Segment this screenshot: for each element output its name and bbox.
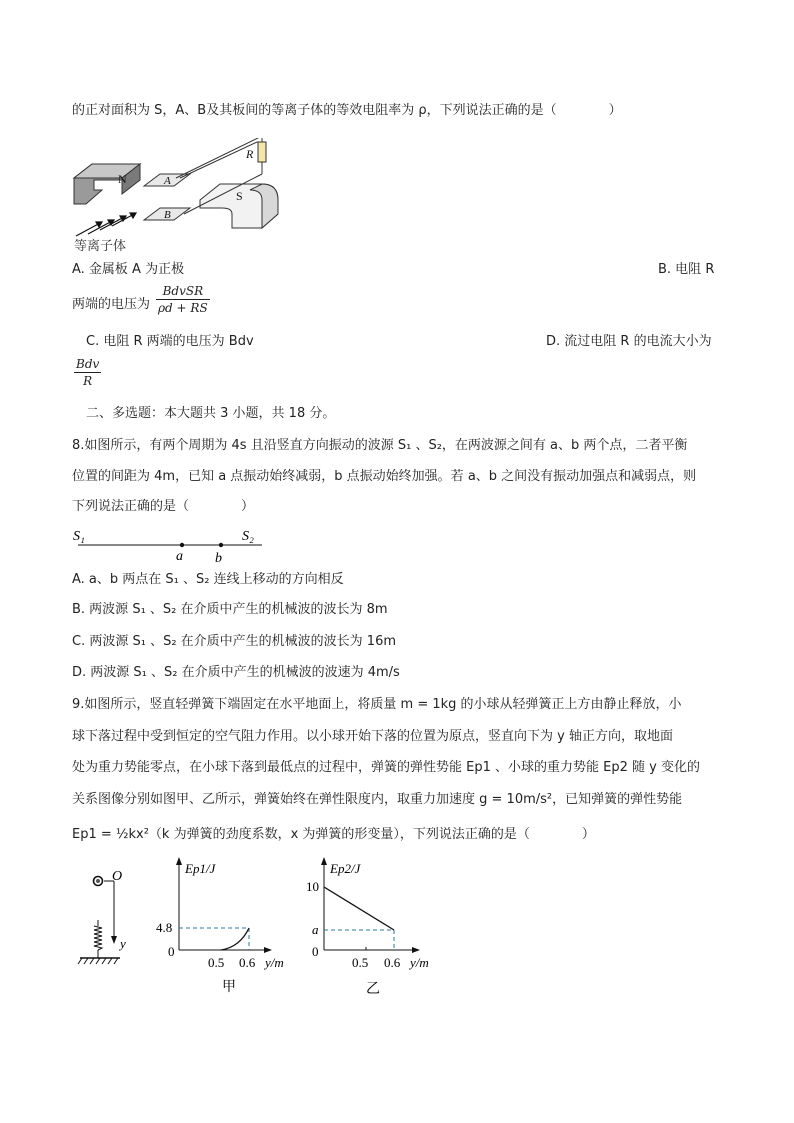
q7-option-b-cont: 两端的电压为 — [72, 297, 151, 312]
q8-line2: 位置的间距为 4m，已知 a 点振动始终减弱，b 点振动始终加强。若 a、b 之间没有振动加强点和减弱点，则 — [72, 469, 697, 484]
ep1-axis-label: Ep1/J — [185, 861, 216, 876]
point-b-label: b — [215, 551, 222, 566]
q9-line5: Ep1 = ½kx²（k 为弹簧的劲度系数，x 为弹簧的形变量），下列说法正确的是（ ） — [72, 827, 595, 842]
ep1-tick-06: 0.6 — [239, 955, 256, 970]
magnet-s-label: S — [236, 189, 243, 203]
q9-line3: 处为重力势能零点，在小球下落到最低点的过程中，弹簧的弹性势能 Ep1 、小球的重力势能 Ep2 随 y 变化的 — [72, 760, 700, 775]
graph-jia-caption: 甲 — [222, 980, 236, 995]
plasma-caption: 等离子体 — [74, 238, 127, 253]
q7-option-d-prefix[interactable]: D. 流过电阻 R 的电流大小为 — [546, 334, 712, 349]
q7-option-a[interactable]: A. 金属板 A 为正极 — [72, 262, 185, 277]
ep2-x-axis-label: y/m — [410, 955, 429, 970]
q7-option-b-prefix[interactable]: B. 电阻 R — [658, 262, 715, 277]
q9-line4: 关系图像分别如图甲、乙所示，弹簧始终在弹性限度内，取重力加速度 g = 10m/s²，已知弹簧的弹性势能 — [72, 792, 683, 807]
resistor-r-label: R — [246, 147, 254, 161]
plate-a-label: A — [164, 175, 171, 187]
ep2-tick-05: 0.5 — [352, 955, 369, 970]
q7-option-c[interactable]: C. 电阻 R 两端的电压为 Bdv — [86, 334, 254, 349]
q8-line3: 下列说法正确的是（ ） — [72, 499, 255, 514]
s2-label: S₂ — [242, 529, 254, 544]
ep1-tick-0: 0 — [168, 944, 175, 959]
graph-yi-caption: 乙 — [366, 982, 380, 995]
graph-yi-ep2 — [300, 855, 440, 995]
q8-option-b[interactable]: B. 两波源 S₁ 、S₂ 在介质中产生的机械波的波长为 8m — [72, 602, 388, 617]
magnetohydrodynamic-generator-figure — [72, 138, 292, 253]
q8-option-c[interactable]: C. 两波源 S₁ 、S₂ 在介质中产生的机械波的波长为 16m — [72, 634, 397, 649]
ep2-tick-06: 0.6 — [384, 955, 401, 970]
ep2-tick-a: a — [312, 922, 319, 937]
ep2-tick-10: 10 — [306, 879, 319, 894]
s1-label: S₁ — [73, 529, 85, 544]
ep2-axis-label: Ep2/J — [330, 861, 361, 876]
origin-o-label: O — [112, 869, 123, 884]
q7-intro: 的正对面积为 S，A、B及其板间的等离子体的等效电阻率为 ρ，下列说法正确的是（ ） — [72, 103, 622, 118]
graph-jia-ep1 — [152, 855, 292, 995]
section-multiple-choice-heading: 二、多选题：本大题共 3 小题，共 18 分。 — [86, 406, 336, 421]
q8-option-a[interactable]: A. a、b 两点在 S₁ 、S₂ 连线上移动的方向相反 — [72, 572, 344, 587]
spring-ball-figure — [72, 862, 152, 972]
ep1-tick-48: 4.8 — [156, 920, 173, 935]
ep2-tick-0: 0 — [312, 944, 319, 959]
q8-line1: 8.如图所示，有两个周期为 4s 且沿竖直方向振动的波源 S₁ 、S₂，在两波源之间有 a、b 两个点，二者平衡 — [72, 438, 688, 453]
ep1-tick-05: 0.5 — [208, 955, 225, 970]
q7-option-b-fraction: BdvSR ρd + RS — [158, 284, 208, 315]
magnet-n-label: N — [118, 172, 127, 186]
q9-line1: 9.如图所示，竖直轻弹簧下端固定在水平地面上，将质量 m = 1kg 的小球从轻弹簧正上方由静止释放，小 — [72, 697, 682, 712]
q7-option-d-fraction: Bdv R — [76, 357, 100, 388]
y-axis-label: y — [120, 936, 126, 951]
q8-option-d[interactable]: D. 两波源 S₁ 、S₂ 在介质中产生的机械波的波速为 4m/s — [72, 665, 400, 680]
wave-source-line-figure — [70, 526, 270, 566]
point-a-label: a — [176, 549, 183, 564]
plate-b-label: B — [164, 209, 171, 221]
q9-line2: 球下落过程中受到恒定的空气阻力作用。以小球开始下落的位置为原点，竖直向下为 y 轴正方向，取地面 — [72, 729, 673, 744]
ep1-x-axis-label: y/m — [265, 955, 284, 970]
